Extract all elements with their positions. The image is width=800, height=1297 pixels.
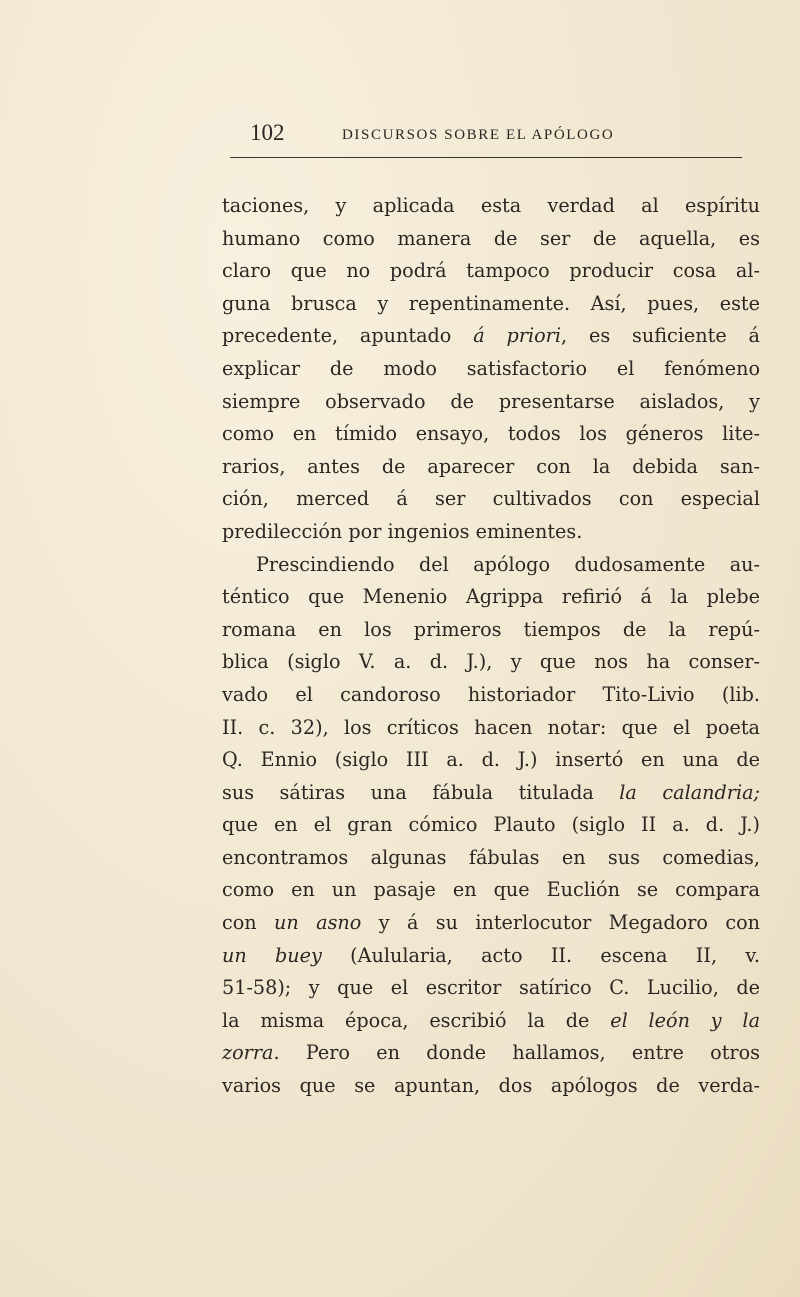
text-line: siempre observado de presentarse aislados, y	[222, 389, 760, 413]
text-line: sus sátiras una fábula titulada la calandria;	[222, 780, 760, 804]
text-line: con un asno y á su interlocutor Megadoro con	[222, 911, 760, 935]
text-line: predilección por ingenios eminentes.	[222, 519, 583, 543]
text-line: varios que se apuntan, dos apólogos de verda-	[222, 1074, 760, 1098]
italic-term: zorra	[222, 1041, 274, 1065]
text-line: que en el gran cómico Plauto (siglo II a. d. J.)	[222, 813, 760, 837]
text-line: claro que no podrá tampoco producir cosa al-	[222, 259, 760, 283]
text-line: explicar de modo satisfactorio el fenómeno	[222, 356, 760, 380]
running-head: DISCURSOS SOBRE EL APÓLOGO	[342, 127, 615, 143]
text-line: ción, merced á ser cultivados con especial	[222, 487, 760, 511]
text-line: guna brusca y repentinamente. Así, pues, este	[222, 291, 760, 315]
text-line: blica (siglo V. a. d. J.), y que nos ha conser-	[222, 650, 760, 674]
text-line: zorra. Pero en donde hallamos, entre otros	[222, 1041, 760, 1065]
text-line: Prescindiendo del apólogo dudosamente au-	[256, 552, 760, 576]
text-line: humano como manera de ser de aquella, es	[222, 226, 760, 250]
body-text	[222, 190, 760, 1103]
page-number: 102	[250, 120, 285, 145]
italic-term: un buey	[222, 943, 322, 967]
text-line: como en un pasaje en que Euclión se compara	[222, 878, 760, 902]
text-line: un buey (Aulularia, acto II. escena II, v.	[222, 943, 761, 967]
text-line: vado el candoroso historiador Tito-Livio (lib.	[222, 682, 760, 706]
text-line: precedente, apuntado á priori, es suficiente á	[222, 324, 760, 348]
italic-term: la calandria;	[619, 780, 760, 804]
text-line: la misma época, escribió la de el león y la	[222, 1008, 761, 1032]
text-line: taciones, y aplicada esta verdad al espíritu	[222, 194, 760, 217]
italic-term: á priori	[473, 324, 561, 348]
text-line: como en tímido ensayo, todos los géneros lite-	[222, 422, 760, 446]
header-rule	[230, 157, 742, 158]
italic-term: el león y la	[610, 1008, 761, 1032]
text-line: Q. Ennio (siglo III a. d. J.) insertó en una de	[222, 748, 760, 772]
page-header	[250, 118, 750, 154]
italic-term: un asno	[274, 911, 362, 935]
text-line: encontramos algunas fábulas en sus comedias,	[222, 845, 760, 869]
text-line: téntico que Menenio Agrippa refirió á la plebe	[222, 585, 760, 609]
text-line: rarios, antes de aparecer con la debida san-	[222, 454, 760, 478]
text-line: II. c. 32), los críticos hacen notar: que el poeta	[222, 715, 760, 739]
text-line: 51-58); y que el escritor satírico C. Lucilio, de	[222, 976, 760, 1000]
text-line: romana en los primeros tiempos de la repú-	[222, 617, 760, 641]
